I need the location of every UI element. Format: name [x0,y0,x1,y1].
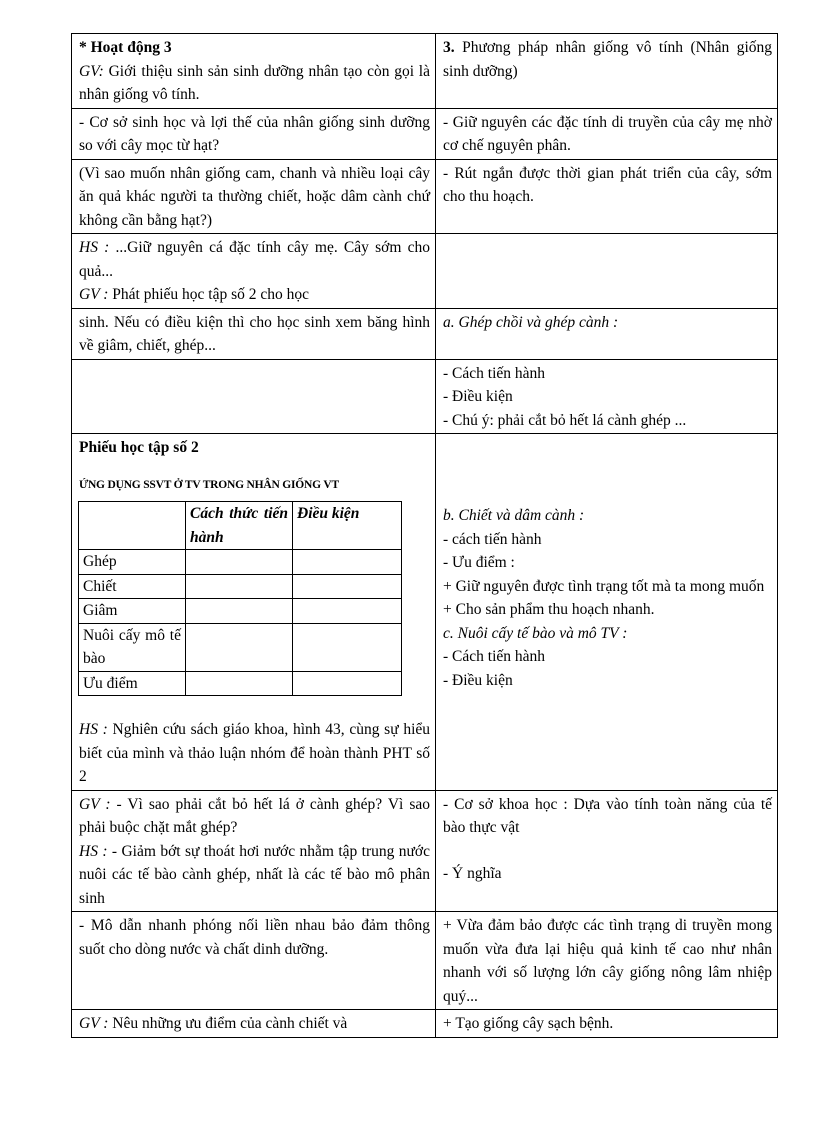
right-text: - Điều kiện [443,671,513,689]
left-text: GV: Giới thiệu sinh sản sinh dưỡng nhân tạo còn gọi là nhân giống vô tính. [79,62,430,103]
table-row [72,790,778,912]
left-cell [72,1010,436,1038]
worksheet-row-label: Giâm [79,599,186,624]
left-text: GV : Nêu những ưu điểm của cành chiết và [79,1015,348,1032]
right-text: - Điều kiện [443,388,513,405]
table-row [72,159,778,234]
table-row [72,359,778,434]
hs-instruction [79,718,430,789]
right-text: - Cơ sở khoa học : Dựa vào tính toàn năng của tế bào thực vật [443,795,772,836]
worksheet-header-row [79,502,402,550]
left-text: - Mô dẫn nhanh phóng nối liền nhau bảo đảm thông suốt cho dòng nước và chất dinh dưỡng. [79,917,430,958]
right-text: b. Chiết và dâm cành : [443,507,585,524]
left-text: * Hoạt động 3 [79,39,172,56]
right-text: - Ưu điểm : [443,554,515,571]
worksheet-empty-cell [293,671,402,696]
right-text: + Giữ nguyên được tình trạng tốt mà ta mong muốn [443,577,765,595]
worksheet-row [79,574,402,599]
right-text: + Cho sản phẩm thu hoạch nhanh. [443,601,655,618]
right-cell [436,159,778,234]
right-cell [436,359,778,434]
table-row [72,108,778,159]
right-text [443,840,772,862]
worksheet-row-label: Nuôi cấy mô tế bào [79,623,186,671]
speaker-label: HS : [79,842,108,860]
left-text: GV : Phát phiếu học tập số 2 cho học [79,286,310,303]
speaker-label: GV : [79,1015,109,1032]
worksheet-empty-cell [186,623,293,671]
worksheet-caption: ỨNG DỤNG SSVT Ở TV TRONG NHÂN GIỐNG VT [79,478,339,491]
right-cell [436,108,778,159]
left-cell [72,159,436,234]
right-cell [436,34,778,109]
left-cell [72,790,436,912]
table-row [72,912,778,1010]
left-cell [72,359,436,434]
left-cell [72,308,436,359]
right-cell [436,308,778,359]
right-text: - cách tiến hành [443,530,542,548]
hs-label: HS : [79,721,108,738]
worksheet-empty-cell [186,671,293,696]
right-text: 3. Phương pháp nhân giống vô tính (Nhân giống sinh dưỡng) [443,39,772,80]
right-text: - Rút ngắn được thời gian phát triển của cây, sớm cho thu hoạch. [443,164,772,205]
worksheet-header-cell: Điều kiện [293,502,402,550]
right-text: a. Ghép chồi và ghép cành : [443,313,619,331]
worksheet-title: Phiếu học tập số 2 [79,439,199,456]
worksheet-empty-cell [293,623,402,671]
worksheet-cell [72,434,436,791]
worksheet-row-label: Ghép [79,550,186,575]
left-text: - Cơ sở sinh học và lợi thế của nhân giống sinh dưỡng so với cây mọc từ hạt? [79,113,430,154]
worksheet-table [78,501,402,696]
document-page [71,33,777,1038]
left-cell [72,34,436,109]
right-text: - Giữ nguyên các đặc tính di truyền của cây mẹ nhờ cơ chế nguyên phân. [443,113,772,154]
worksheet-row [79,671,402,696]
worksheet-row [79,599,402,624]
worksheet-row-label: Ưu điểm [79,671,186,696]
worksheet-header-cell: Cách thức tiến hành [186,502,293,550]
left-cell [72,234,436,309]
right-text: - Cách tiến hành [443,648,546,665]
left-cell [72,108,436,159]
worksheet-empty-cell [186,599,293,624]
left-text: GV : - Vì sao phải cắt bỏ hết lá ở cành ghép? Vì sao phải buộc chặt mắt ghép? [79,795,431,836]
right-cell [436,912,778,1010]
lesson-table [71,33,778,1038]
right-text: - Chú ý: phải cắt bỏ hết lá cành ghép ... [443,411,687,429]
right-cell [436,1010,778,1038]
speaker-label: GV: [79,62,104,80]
worksheet-empty-cell [186,550,293,575]
worksheet-row-label: Chiết [79,574,186,599]
right-text: c. Nuôi cấy tế bào và mô TV : [443,624,628,642]
right-text: - Ý nghĩa [443,864,502,882]
worksheet-right-cell [436,434,778,791]
speaker-label: HS : [79,239,110,256]
left-text: HS : ...Giữ nguyên cá đặc tính cây mẹ. Cây sớm cho quả... [79,239,430,280]
worksheet-empty-cell [186,574,293,599]
table-row [72,234,778,309]
right-text: + Vừa đảm bảo được các tình trạng di truyền mong muốn vừa đưa lại hiệu quả kinh tế cao như nhân nhanh với số lượng lớn cây giống nông lâm nhiệp quý... [443,917,772,1005]
left-text: HS : - Giảm bớt sự thoát hơi nước nhằm tập trung nước nuôi các tế bào cành ghép, nhất là các tế bào mô phân sinh [79,842,431,907]
right-text: - Cách tiến hành [443,364,546,382]
table-row [72,434,778,791]
table-row [72,34,778,109]
section-number: 3. [443,39,455,56]
right-text: + Tạo giống cây sạch bệnh. [443,1015,614,1032]
hs-text: Nghiên cứu sách giáo khoa, hình 43, cùng sự hiểu biết của mình và thảo luận nhóm để hoàn thành PHT số 2 [79,721,431,785]
worksheet-empty-cell [293,550,402,575]
left-text: sinh. Nếu có điều kiện thì cho học sinh xem băng hình về giâm, chiết, ghép... [79,313,430,354]
left-cell [72,912,436,1010]
speaker-label: GV : [79,286,109,303]
right-cell [436,790,778,912]
worksheet-empty-cell [293,599,402,624]
worksheet-row [79,550,402,575]
worksheet-row [79,623,402,671]
left-text: (Vì sao muốn nhân giống cam, chanh và nhiều loại cây ăn quả khác người ta thường chiết, hoặc dâm cành chứ không cần bằng hạt?) [79,164,430,229]
table-row [72,308,778,359]
table-row [72,1010,778,1038]
speaker-label: GV : [79,795,111,813]
right-cell [436,234,778,309]
worksheet-empty-cell [293,574,402,599]
worksheet-header-cell [79,502,186,550]
